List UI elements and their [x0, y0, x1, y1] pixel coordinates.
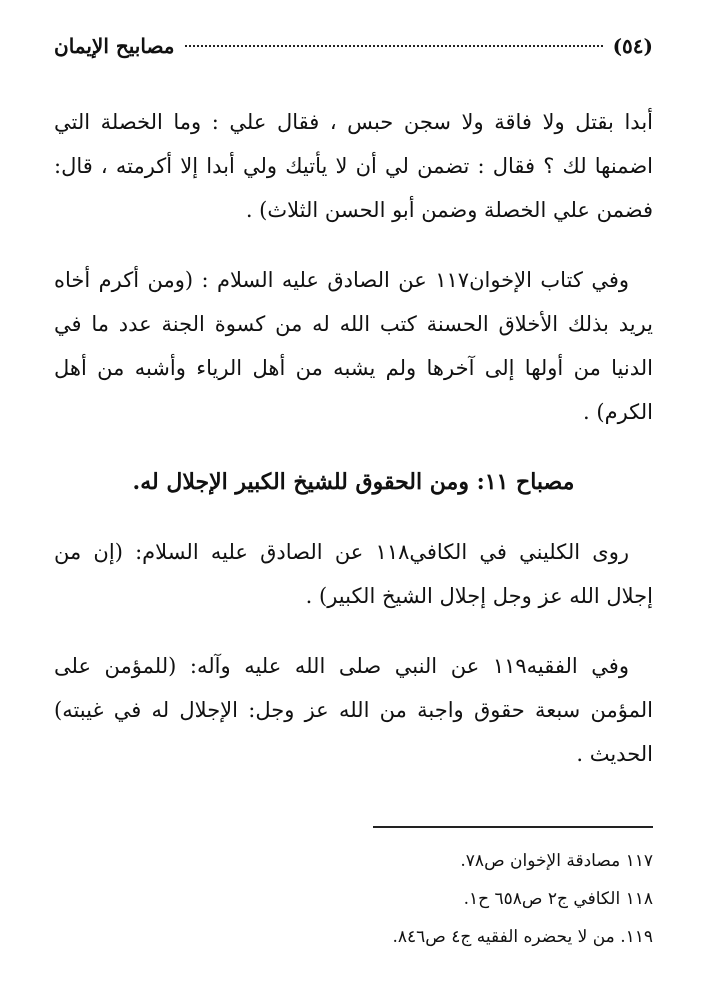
footnotes — [54, 842, 653, 956]
paragraph-faqih: وفي الفقيه١١٩ عن النبي صلى الله عليه وآله: (للمؤمن على المؤمن سبعة حقوق واجبة من الله عز وجل: الإجلال له في غيبته) الحديث . — [54, 654, 653, 766]
page-number: (٥٤) — [612, 34, 653, 58]
paragraph-ikhwan: وفي كتاب الإخوان١١٧ عن الصادق عليه السلام : (ومن أكرم أخاه يريد بذلك الأخلاق الحسنة كتب الله له من كسوة الجنة عدد ما في الدنيا من أولها إلى آخرها ولم يشبه من أهل الرياء وأشبه من أهل الكرم) . — [54, 268, 653, 424]
page-header — [54, 28, 653, 64]
paragraph-continuation: أبدا بقتل ولا فاقة ولا سجن حبس ، فقال علي : وما الخصلة التي اضمنها لك ؟ فقال : تضمن لي أن لا يأتيك ولي أبدا إلا أكرمته ، قال: فضمن علي الخصلة وضمن أبو الحسن الثلاث) . — [54, 110, 653, 222]
section-heading: مصباح ١١: ومن الحقوق للشيخ الكبير الإجلال له. — [132, 469, 575, 495]
header-dotted-leader — [185, 45, 603, 47]
footnote-separator — [373, 826, 653, 828]
running-title: مصابيح الإيمان — [54, 34, 175, 58]
footnote-117: ١١٧ مصادقة الإخوان ص٧٨. — [460, 851, 653, 871]
paragraph-kafi: روى الكليني في الكافي١١٨ عن الصادق عليه السلام: (إن من إجلال الله عز وجل إجلال الشيخ الكبير) . — [54, 540, 653, 608]
footnote-119: ١١٩. من لا يحضره الفقيه ج٤ ص٨٤٦. — [392, 927, 653, 947]
footnote-118: ١١٨ الكافي ج٢ ص٦٥٨ ح١. — [463, 889, 653, 909]
